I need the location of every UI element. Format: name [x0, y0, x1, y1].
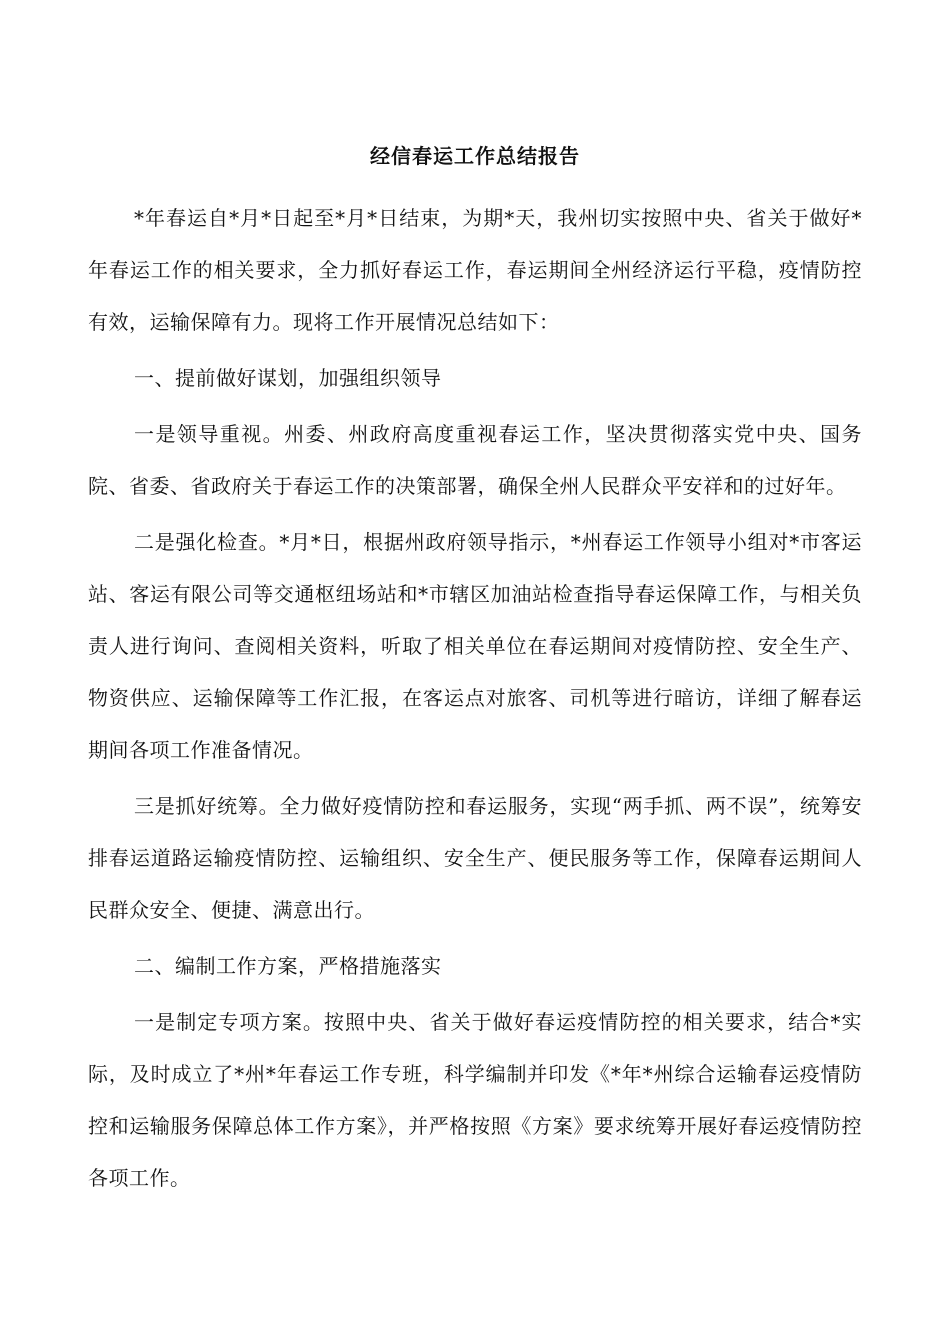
section-2-heading: 二、编制工作方案，严格措施落实 — [134, 954, 442, 978]
section-1-heading: 一、提前做好谋划，加强组织领导 — [134, 366, 442, 390]
document-title: 经信春运工作总结报告 — [370, 144, 580, 168]
document-page — [88, 138, 862, 1204]
intro-paragraph: *年春运自*月*日起至*月*日结束，为期*天，我州切实按照中央、省关于做好*年春运工作的相关要求，全力抓好春运工作，春运期间全州经济运行平稳，疫情防控有效，运输保障有力。现将工作开展情况总结如下： — [88, 206, 862, 334]
section-2-paragraph-1: 一是制定专项方案。按照中央、省关于做好春运疫情防控的相关要求，结合*实际，及时成立了*州*年春运工作专班，科学编制并印发《*年*州综合运输春运疫情防控和运输服务保障总体工作方案》，并严格按照《方案》要求统筹开展好春运疫情防控各项工作。 — [88, 1010, 862, 1190]
section-1-paragraph-2: 二是强化检查。*月*日，根据州政府领导指示，*州春运工作领导小组对*市客运站、客运有限公司等交通枢纽场站和*市辖区加油站检查指导春运保障工作，与相关负责人进行询问、查阅相关资料，听取了相关单位在春运期间对疫情防控、安全生产、物资供应、运输保障等工作汇报，在客运点对旅客、司机等进行暗访，详细了解春运期间各项工作准备情况。 — [88, 530, 862, 762]
section-1-paragraph-1: 一是领导重视。州委、州政府高度重视春运工作，坚决贯彻落实党中央、国务院、省委、省政府关于春运工作的决策部署，确保全州人民群众平安祥和的过好年。 — [88, 422, 862, 498]
section-1-paragraph-3: 三是抓好统筹。全力做好疫情防控和春运服务，实现“两手抓、两不误”，统筹安排春运道路运输疫情防控、运输组织、安全生产、便民服务等工作，保障春运期间人民群众安全、便捷、满意出行。 — [88, 794, 862, 922]
